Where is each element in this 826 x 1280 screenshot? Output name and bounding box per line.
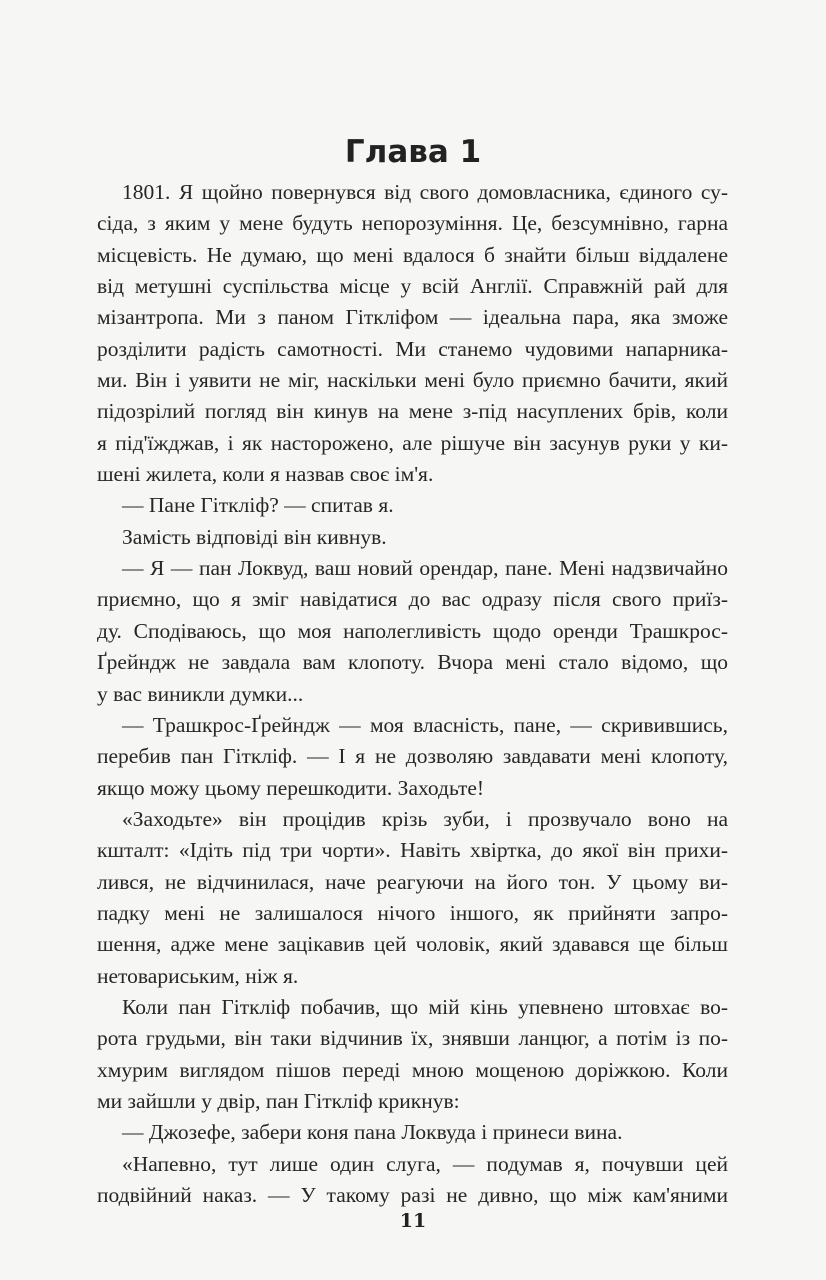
text-line: підозрілий погляд він кинув на мене з-під насуплених брів, коли <box>97 399 728 424</box>
text-line: хмурим виглядом пішов переді мною мощеною доріжкою. Коли <box>97 1057 728 1082</box>
text-line: кшталт: «Ідіть під три чорти». Навіть хвіртка, до якої він прихи- <box>97 838 728 863</box>
text-line: місцевість. Не думаю, що мені вдалося б знайти більш віддалене <box>97 242 728 267</box>
text-line: мізантропа. Ми з паном Гіткліфом — ідеальна пара, яка зможе <box>97 305 728 330</box>
text-line: Коли пан Гіткліф побачив, що мій кінь упевнено штовхає во- <box>122 994 728 1019</box>
text-line: ду. Сподіваюсь, що моя наполегливість щодо оренди Трашкрос- <box>97 618 728 643</box>
text-line: рота грудьми, він таки відчинив їх, знявши ланцюг, а потім із по- <box>97 1026 728 1051</box>
text-line: нетовариським, ніж я. <box>97 963 299 988</box>
text-line: падку мені не залишалося нічого іншого, як прийняти запро- <box>97 900 728 925</box>
text-line: «Напевно, тут лише один слуга, — подумав я, почувши цей <box>122 1151 728 1176</box>
text-line: подвійний наказ. — У такому разі не дивно, що між кам'яними <box>97 1183 728 1207</box>
text-line: — Пане Гіткліф? — спитав я. <box>122 493 394 518</box>
text-line: Замість відповіді він кивнув. <box>122 524 387 549</box>
text-line: Ґрейндж не завдала вам клопоту. Вчора мені стало відомо, що <box>97 650 728 675</box>
text-line: шені жилета, коли я назвав своє ім'я. <box>97 462 434 487</box>
text-line: я під'їжджав, і як насторожено, але рішуче він засунув руки у ки- <box>97 430 728 455</box>
text-line: перебив пан Гіткліф. — І я не дозволяю завдавати мені клопоту, <box>97 744 728 769</box>
text-line: ми. Він і уявити не міг, наскільки мені було приємно бачити, який <box>97 368 728 393</box>
chapter-title: Глава 1 <box>344 134 482 170</box>
text-line: шення, адже мене зацікавив цей чоловік, який здавався ще більш <box>97 932 728 957</box>
body-text <box>97 177 728 1211</box>
text-line: якщо можу цьому перешкодити. Заходьте! <box>97 775 485 800</box>
text-line: лився, не відчинилася, наче реагуючи на його тон. У цьому ви- <box>97 869 728 894</box>
text-line: ми зайшли у двір, пан Гіткліф крикнув: <box>97 1088 460 1113</box>
text-line: сіда, з яким у мене будуть непорозуміння. Це, безсумнівно, гарна <box>97 211 728 236</box>
text-line: від метушні суспільства місце у всій Англії. Справжній рай для <box>97 274 728 299</box>
text-line: — Джозефе, забери коня пана Локвуда і принеси вина. <box>122 1120 623 1145</box>
text-line: розділити радість самотності. Ми станемо чудовими напарника- <box>97 336 728 361</box>
text-line: — Трашкрос-Ґрейндж — моя власність, пане, — скривившись, <box>122 712 728 737</box>
text-line: 1801. Я щойно повернувся від свого домовласника, єдиного су- <box>122 180 728 204</box>
text-line: «Заходьте» він процідив крізь зуби, і прозвучало воно на <box>122 806 728 831</box>
text-line: у вас виникли думки... <box>97 681 304 706</box>
page-number: 11 <box>399 1210 427 1232</box>
text-line: приємно, що я зміг навідатися до вас одразу після свого приїз- <box>97 587 728 612</box>
text-line: — Я — пан Локвуд, ваш новий орендар, пане. Мені надзвичайно <box>122 556 728 581</box>
